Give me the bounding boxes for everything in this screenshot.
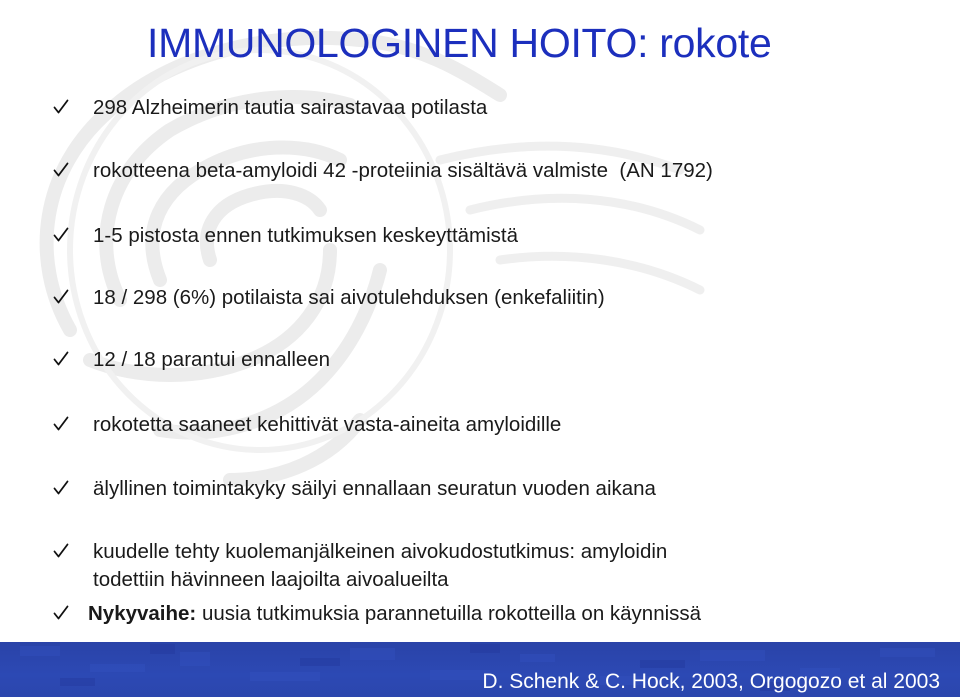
check-icon	[53, 351, 69, 367]
check-icon	[53, 480, 69, 496]
check-icon	[53, 227, 69, 243]
bullet-text-line-1: kuudelle tehty kuolemanjälkeinen aivokudostutkimus: amyloidin	[93, 540, 668, 563]
check-icon	[53, 289, 69, 305]
check-icon	[53, 99, 69, 115]
bullet-body: uusia tutkimuksia parannetuilla rokotteilla on käynnissä	[196, 602, 702, 625]
slide-title: IMMUNOLOGINEN HOITO: rokote	[147, 20, 772, 66]
bullet-text: rokotetta saaneet kehittivät vasta-aineita amyloidille	[93, 413, 562, 436]
check-icon	[53, 543, 69, 559]
bullet-text: 298 Alzheimerin tautia sairastavaa potilasta	[93, 96, 488, 119]
bullet-text-line-2: todettiin hävinneen laajoilta aivoalueilta	[93, 568, 449, 591]
bullet-text: älyllinen toimintakyky säilyi ennallaan seuratun vuoden aikana	[93, 477, 656, 500]
bullet-text: 18 / 298 (6%) potilaista sai aivotulehduksen (enkefaliitin)	[93, 286, 605, 309]
check-icon	[53, 416, 69, 432]
citation-text: D. Schenk & C. Hock, 2003, Orgogozo et al 2003	[482, 670, 940, 693]
bullet-text: 1-5 pistosta ennen tutkimuksen keskeyttämistä	[93, 224, 519, 247]
check-icon	[53, 162, 69, 178]
bullet-text: rokotteena beta-amyloidi 42 -proteiinia sisältävä valmiste (AN 1792)	[93, 159, 713, 182]
bullet-text	[88, 600, 701, 628]
check-icon	[53, 605, 69, 621]
bullet-text: 12 / 18 parantui ennalleen	[93, 348, 331, 371]
footer-bar	[0, 642, 960, 697]
bullet-bold-label: Nykyvaihe:	[88, 602, 197, 625]
